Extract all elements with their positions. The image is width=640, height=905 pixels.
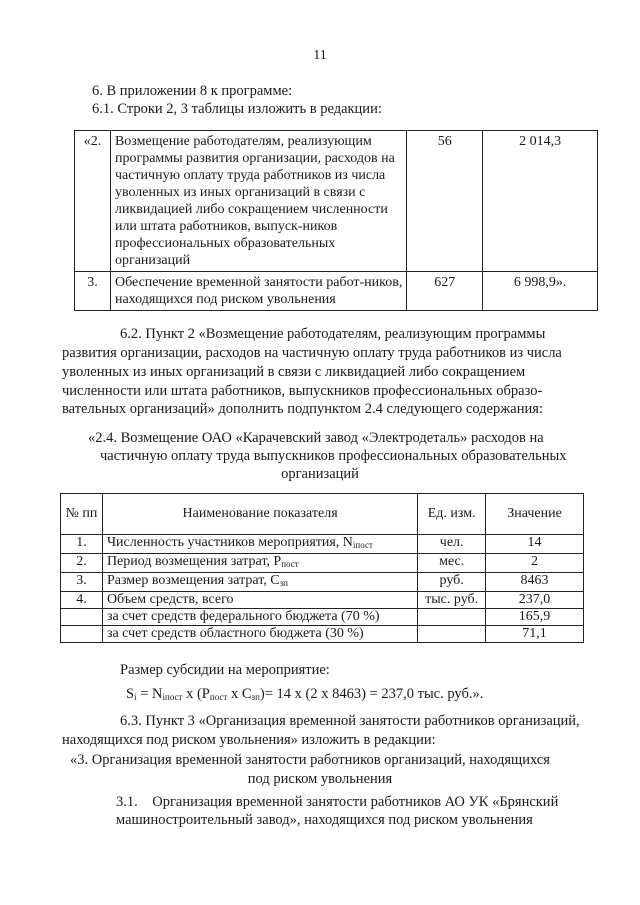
para-6-2-line: уволенных из иных организаций в связи с ликвидацией либо сокращением	[62, 364, 526, 380]
row-number: 3.	[61, 573, 103, 592]
row-number: «2.	[75, 131, 111, 272]
header-num: № пп	[61, 494, 103, 535]
row-unit: руб.	[418, 573, 486, 592]
row-text: Возмещение работодателям, реализующим программы развития организации, расходов на частичную оплату труда работников из числа уволенных из иных организаций в связи с ликвидацией либо сокращением численности или штата работников, выпуск-ников профессиональных образовательных организаций	[110, 131, 406, 272]
page-number: 11	[313, 48, 327, 63]
section-6-1-heading: 6.1. Строки 2, 3 таблицы изложить в редакции:	[92, 101, 382, 117]
row-name: Размер возмещения затрат, $C_{зп}$	[102, 573, 417, 592]
para-6-2-line: 6.2. Пункт 2 «Возмещение работодателям, реализующим программы	[120, 326, 546, 342]
row-unit: тыс. руб.	[418, 592, 486, 609]
sub-2-4-line: частичную оплату труда выпускников профессиональных образовательных	[100, 448, 567, 464]
point-3-1-line: машиностроительный завод», находящихся под риском увольнения	[116, 812, 533, 828]
sub-2-4-line: организаций	[281, 466, 359, 482]
row-name: за счет средств областного бюджета (30 %)	[102, 626, 417, 643]
table-row	[75, 131, 598, 272]
row-value: 165,9	[486, 609, 584, 626]
table-row	[61, 554, 584, 573]
table-row	[61, 573, 584, 592]
row-unit: мес.	[418, 554, 486, 573]
row-number: 1.	[61, 535, 103, 554]
table-row	[61, 609, 584, 626]
para-6-3-line: 6.3. Пункт 3 «Организация временной занятости работников организаций,	[120, 713, 580, 729]
row-value: 14	[486, 535, 584, 554]
row-value: 8463	[486, 573, 584, 592]
table-row	[61, 535, 584, 554]
para-6-2-line: численности или штата работников, выпускников профессиональных образо-	[62, 383, 543, 399]
row-value: 237,0	[486, 592, 584, 609]
row-value: 71,1	[486, 626, 584, 643]
row-value: 2	[486, 554, 584, 573]
subsidy-formula: $S_i = N_{iпост}$ x ($P_{пост}$ x $C_{зп})= 14$ x (2 x 8463) = 237,0 тыс. руб.».	[126, 686, 484, 702]
sub-2-4-line: «2.4. Возмещение ОАО «Карачевский завод «Электродеталь» расходов на	[88, 430, 544, 446]
header-name: Наименование показателя	[102, 494, 417, 535]
indicators-table	[60, 493, 584, 643]
row-number: 2.	[61, 554, 103, 573]
row-qty: 56	[407, 131, 483, 272]
row-unit: чел.	[418, 535, 486, 554]
row-name: Численность участников мероприятия, $N_{iпост}$	[102, 535, 417, 554]
row-name: за счет средств федерального бюджета (70 %)	[102, 609, 417, 626]
table-row	[61, 626, 584, 643]
row-unit	[418, 609, 486, 626]
para-6-2-line: развития организации, расходов на частичную оплату труда работников из числа	[62, 345, 562, 361]
table-row	[75, 272, 598, 311]
row-number	[61, 609, 103, 626]
row-sum: 2 014,3	[483, 131, 598, 272]
row-name: Период возмещения затрат, $P_{пост}$	[102, 554, 417, 573]
subsidy-label: Размер субсидии на мероприятие:	[120, 662, 330, 678]
para-6-3-line: находящихся под риском увольнения» изложить в редакции:	[62, 732, 436, 748]
table-header-row	[61, 494, 584, 535]
row-sum: 6 998,9».	[483, 272, 598, 311]
row-number: 4.	[61, 592, 103, 609]
para-6-2-line: вательных организаций» дополнить подпунктом 2.4 следующего содержания:	[62, 401, 543, 417]
point-3-line: «3. Организация временной занятости работников организаций, находящихся	[70, 752, 550, 768]
table-row	[61, 592, 584, 609]
header-unit: Ед. изм.	[418, 494, 486, 535]
point-3-line: под риском увольнения	[247, 771, 393, 787]
row-unit	[418, 626, 486, 643]
header-value: Значение	[486, 494, 584, 535]
rows-table	[74, 130, 598, 311]
section-6-heading: 6. В приложении 8 к программе:	[92, 83, 293, 99]
row-number	[61, 626, 103, 643]
row-name: Объем средств, всего	[102, 592, 417, 609]
point-3-1-line: 3.1. Организация временной занятости работников АО УК «Брянский	[116, 794, 559, 810]
row-text: Обеспечение временной занятости работ-ников, находящихся под риском увольнения	[110, 272, 406, 311]
row-qty: 627	[407, 272, 483, 311]
row-number: 3.	[75, 272, 111, 311]
